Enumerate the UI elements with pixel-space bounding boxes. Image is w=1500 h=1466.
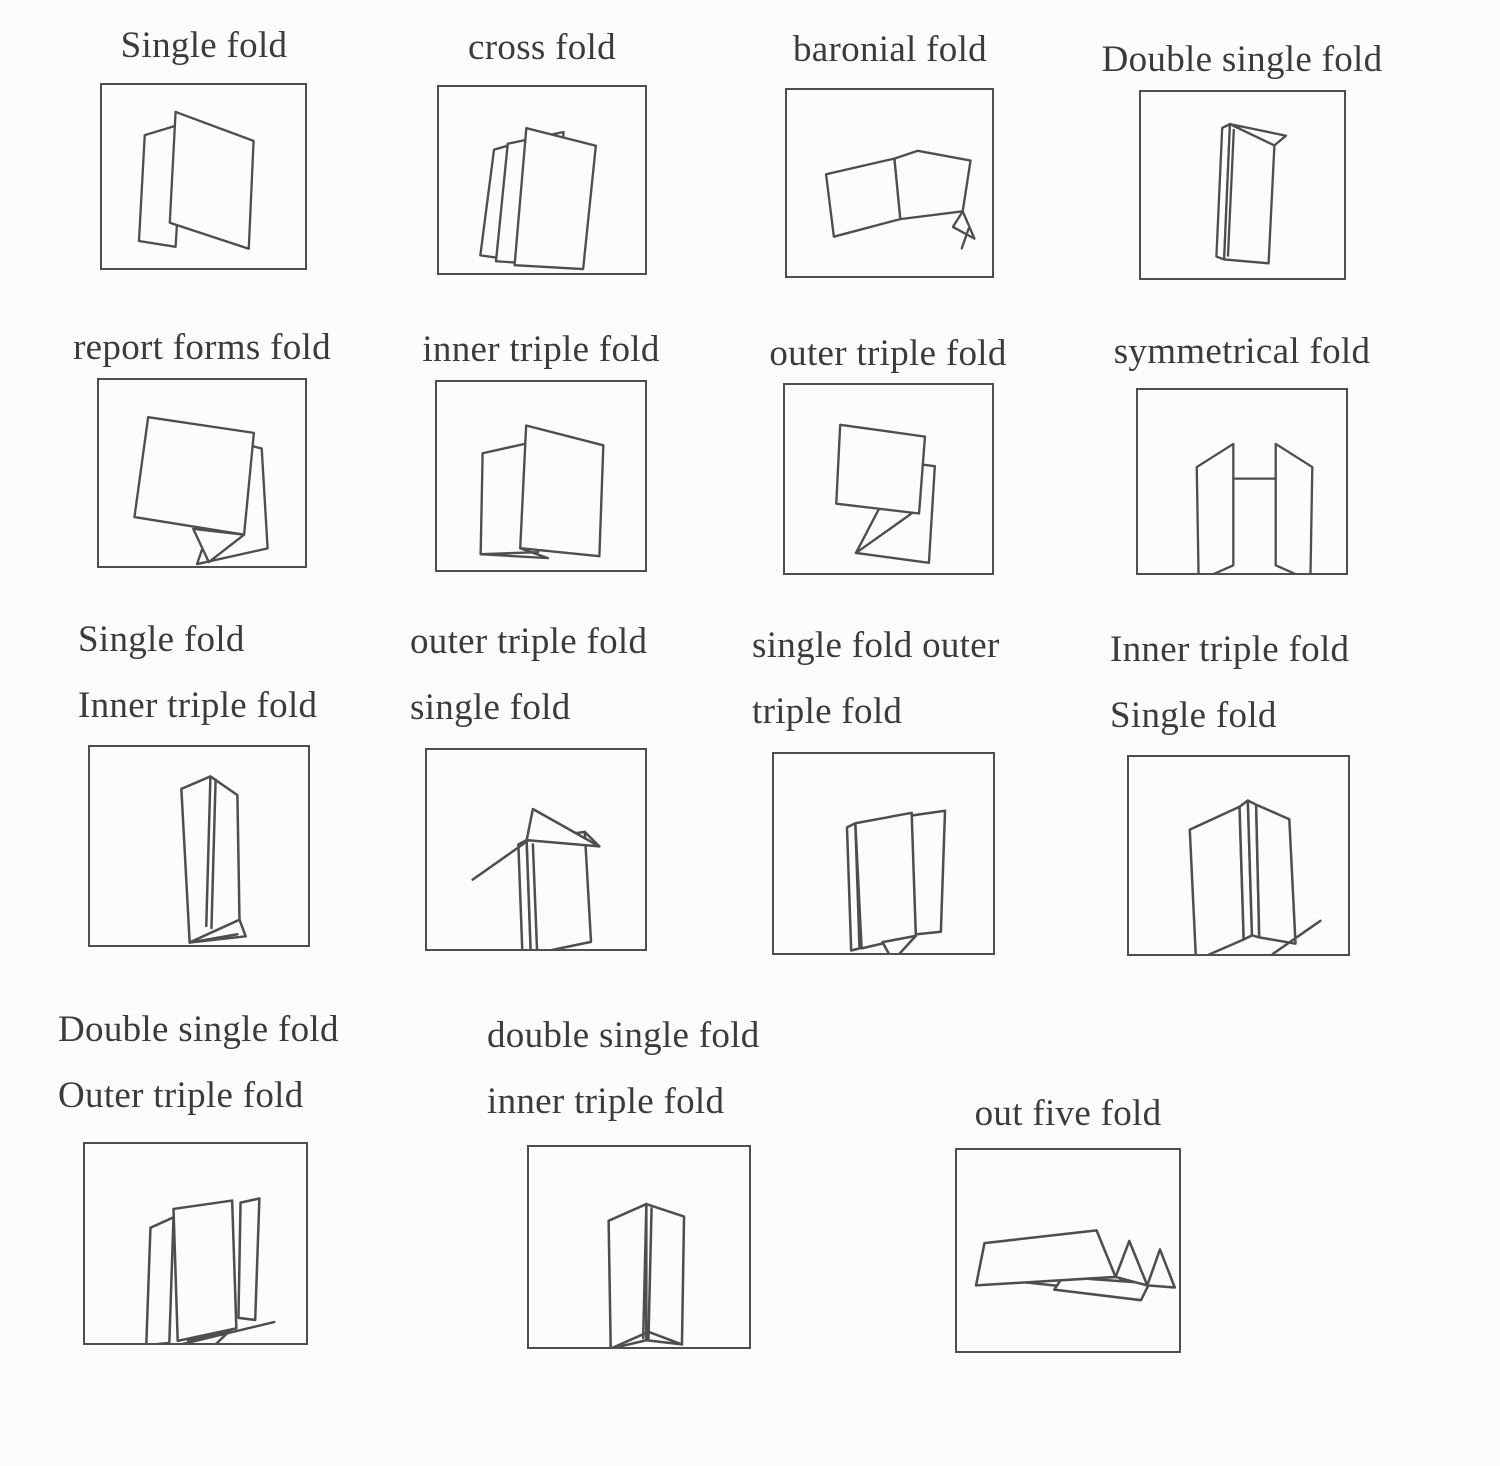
report-forms-fold-icon	[99, 380, 305, 566]
cross-fold-box	[437, 85, 647, 275]
symmetrical-fold-label: symmetrical fold	[1113, 331, 1371, 372]
inner-triple-fold-single-fold-label-line1: Inner triple fold	[1110, 629, 1350, 670]
out-five-fold-label: out five fold	[974, 1093, 1162, 1134]
single-fold-outer-triple-fold-label-line2: triple fold	[752, 691, 903, 732]
single-fold-inner-triple-fold-icon	[90, 747, 308, 945]
inner-triple-fold-single-fold-icon	[1129, 757, 1348, 954]
outer-triple-fold-icon	[785, 385, 992, 573]
double-single-fold-icon	[1141, 92, 1344, 278]
baronial-fold-label: baronial fold	[793, 29, 987, 70]
outer-triple-fold-single-fold-icon	[427, 750, 645, 949]
cross-fold-icon	[439, 87, 645, 273]
inner-triple-fold-icon	[437, 382, 645, 570]
single-fold-inner-triple-fold-box	[88, 745, 310, 947]
report-forms-fold-label: report forms fold	[73, 327, 331, 368]
baronial-fold-icon	[787, 90, 992, 276]
double-single-fold-outer-triple-fold-icon	[85, 1144, 306, 1343]
single-fold-inner-triple-fold-label-line2: Inner triple fold	[78, 685, 318, 726]
inner-triple-fold-box	[435, 380, 647, 572]
double-single-fold-inner-triple-fold-label-line2: inner triple fold	[487, 1081, 725, 1122]
single-fold-box	[100, 83, 307, 270]
double-single-fold-inner-triple-fold-box	[527, 1145, 751, 1349]
outer-triple-fold-box	[783, 383, 994, 575]
double-single-fold-inner-triple-fold-icon	[529, 1147, 749, 1347]
single-fold-outer-triple-fold-box	[772, 752, 995, 955]
single-fold-outer-triple-fold-label-line1: single fold outer	[752, 625, 1000, 666]
single-fold-label: Single fold	[120, 25, 288, 66]
baronial-fold-box	[785, 88, 994, 278]
outer-triple-fold-single-fold-label-line2: single fold	[410, 687, 571, 728]
double-single-fold-box	[1139, 90, 1346, 280]
double-single-fold-outer-triple-fold-label-line1: Double single fold	[58, 1009, 339, 1050]
single-fold-outer-triple-fold-icon	[774, 754, 993, 953]
inner-triple-fold-single-fold-box	[1127, 755, 1350, 956]
inner-triple-fold-label: inner triple fold	[422, 329, 660, 370]
single-fold-icon	[102, 85, 305, 268]
double-single-fold-inner-triple-fold-label-line1: double single fold	[487, 1015, 760, 1056]
report-forms-fold-box	[97, 378, 307, 568]
double-single-fold-label: Double single fold	[1101, 39, 1383, 80]
symmetrical-fold-box	[1136, 388, 1348, 575]
outer-triple-fold-label: outer triple fold	[769, 333, 1007, 374]
out-five-fold-box	[955, 1148, 1181, 1353]
symmetrical-fold-icon	[1138, 390, 1346, 573]
double-single-fold-outer-triple-fold-box	[83, 1142, 308, 1345]
outer-triple-fold-single-fold-label-line1: outer triple fold	[410, 621, 648, 662]
single-fold-inner-triple-fold-label-line1: Single fold	[78, 619, 245, 660]
inner-triple-fold-single-fold-label-line2: Single fold	[1110, 695, 1277, 736]
double-single-fold-outer-triple-fold-label-line2: Outer triple fold	[58, 1075, 304, 1116]
out-five-fold-icon	[957, 1150, 1179, 1351]
outer-triple-fold-single-fold-box	[425, 748, 647, 951]
cross-fold-label: cross fold	[468, 27, 616, 68]
